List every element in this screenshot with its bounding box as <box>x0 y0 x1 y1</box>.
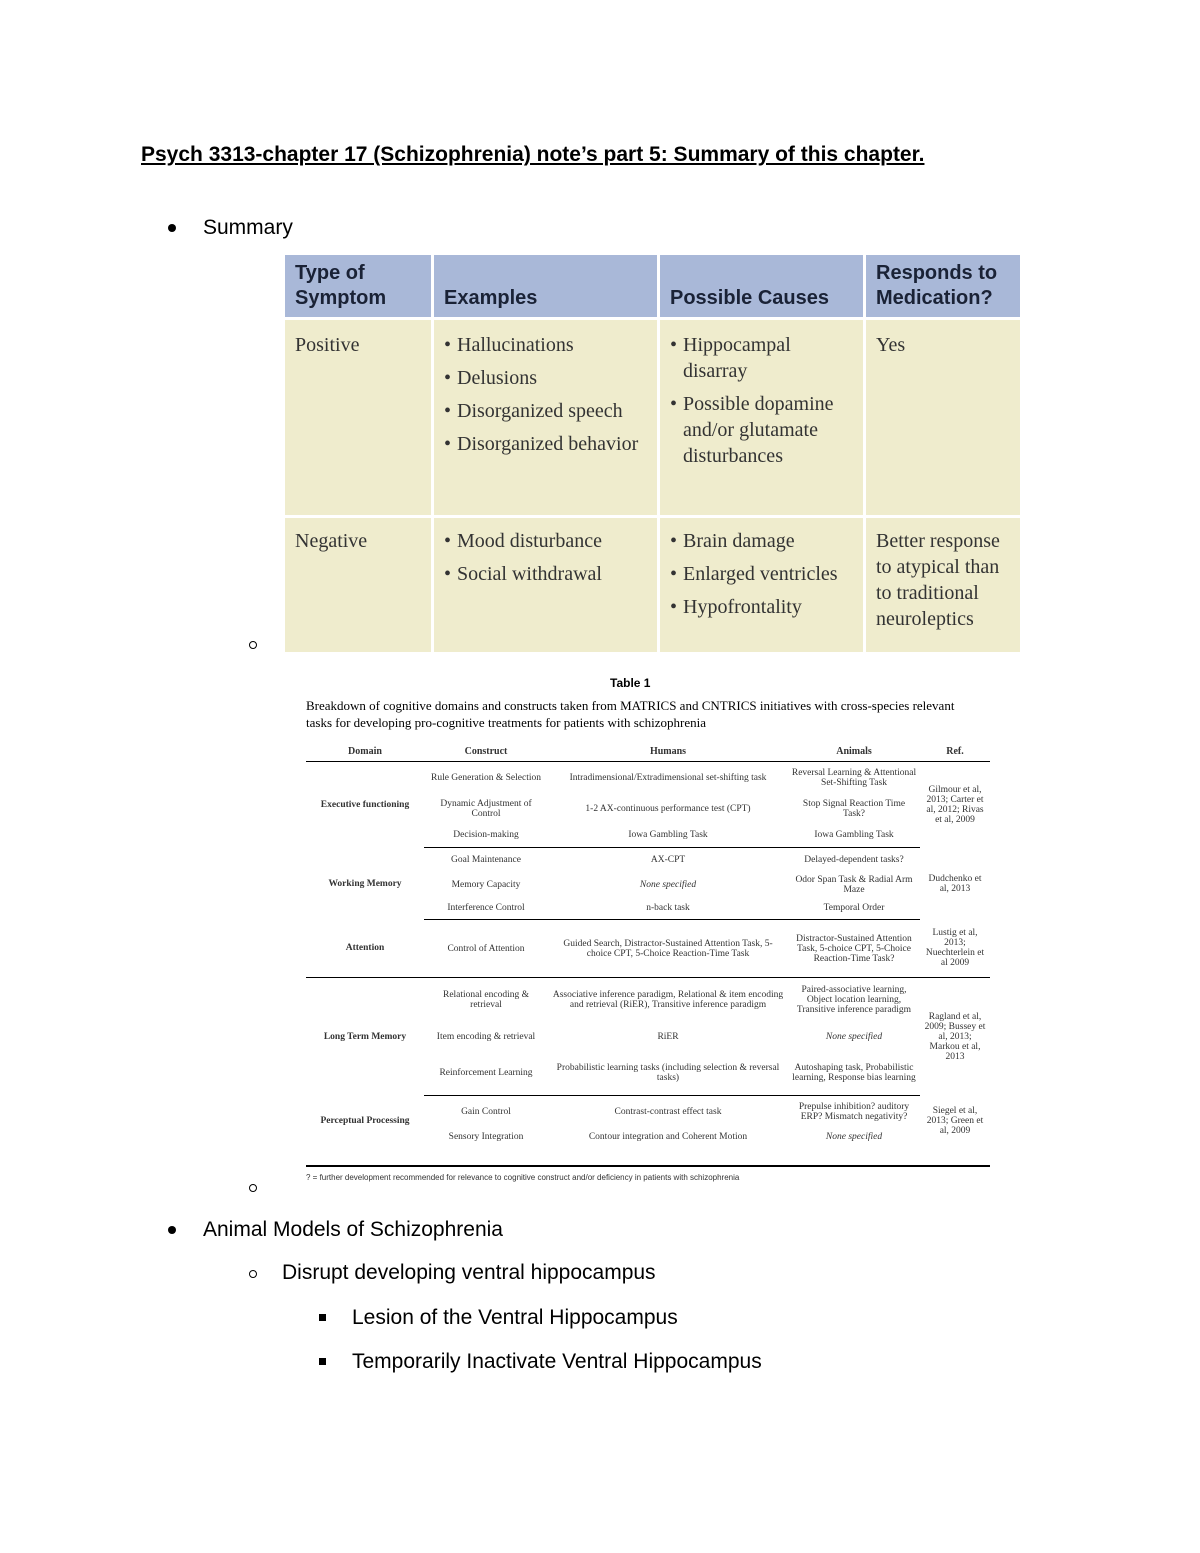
construct-cell: Dynamic Adjustment of Control <box>440 798 532 819</box>
domain-cell: Long Term Memory <box>323 1031 407 1042</box>
ref-cell: Lustig et al, 2013; Nuechterlein et al 2009 <box>920 920 990 978</box>
summary-table <box>282 255 1023 652</box>
ref-cell: Ragland et al, 2009; Bussey et al, 2013; Markou et al, 2013 <box>924 1011 986 1062</box>
animals-cell: Prepulse inhibition? auditory ERP? Mismatch negativity? <box>798 1101 910 1122</box>
t1-header-humans: Humans <box>548 744 788 762</box>
table-row <box>306 978 990 1022</box>
header-type-of-symptom: Type of Symptom <box>285 255 431 320</box>
header-responds-to-medication: Responds to Medication? <box>866 255 1020 320</box>
table-row <box>306 1096 990 1128</box>
animals-cell: Stop Signal Reaction Time Task? <box>802 798 906 819</box>
humans-cell: 1-2 AX-continuous performance test (CPT) <box>585 803 751 814</box>
bullet-square <box>319 1314 326 1321</box>
animals-cell: Reversal Learning & Attentional Set-Shifting Task <box>791 767 917 788</box>
table1-footnote: ? = further development recommended for relevance to cognitive construct and/or deficiency in patients with schizophrenia <box>306 1173 740 1182</box>
animal-models-item: Temporarily Inactivate Ventral Hippocampus <box>352 1350 762 1373</box>
ref-cell: Dudchenko et al, 2013 <box>928 873 982 894</box>
animals-cell: Temporal Order <box>788 898 920 920</box>
ref-cell: Gilmour et al, 2013; Carter et al, 2012; Rivas et al, 2009 <box>926 784 984 825</box>
humans-cell: n-back task <box>548 898 788 920</box>
bullet-square <box>319 1358 326 1365</box>
bullet-disc <box>168 1226 176 1234</box>
page-title: Psych 3313-chapter 17 (Schizophrenia) note’s part 5: Summary of this chapter. <box>141 143 925 166</box>
humans-cell: Intradimensional/Extradimensional set-shifting task <box>569 772 767 783</box>
domain-cell: Executive functioning <box>320 799 410 810</box>
animals-cell: None specified <box>825 1131 883 1142</box>
animals-cell: Odor Span Task & Radial Arm Maze <box>795 874 913 895</box>
t1-header-construct: Construct <box>424 744 548 762</box>
animals-cell: Autoshaping task, Probabilistic learning, Response bias learning <box>788 1052 920 1096</box>
bullet-circle <box>249 1184 257 1192</box>
construct-cell: Reinforcement Learning <box>424 1052 548 1096</box>
ref-cell: Siegel et al, 2013; Green et al, 2009 <box>926 1105 984 1136</box>
construct-cell: Relational encoding & retrieval <box>442 989 529 1010</box>
domain-cell: Working Memory <box>328 878 402 889</box>
t1-header-ref: Ref. <box>920 744 990 762</box>
humans-cell: Contrast-contrast effect task <box>614 1106 722 1117</box>
medication-cell: Yes <box>866 320 1020 518</box>
list-item: • Hypofrontality <box>670 594 853 620</box>
animals-cell: Delayed-dependent tasks? <box>804 854 904 865</box>
table-row <box>306 920 990 978</box>
table1-title: Table 1 <box>610 676 651 690</box>
construct-cell: Goal Maintenance <box>451 854 521 865</box>
list-item: • Delusions <box>444 365 647 391</box>
construct-cell: Item encoding & retrieval <box>436 1031 536 1042</box>
bullet-circle <box>249 1270 257 1278</box>
t1-header-domain: Domain <box>306 744 424 762</box>
symptom-type-cell: Negative <box>285 518 431 652</box>
animals-cell: Iowa Gambling Task <box>788 824 920 848</box>
animal-models-item: Lesion of the Ventral Hippocampus <box>352 1306 678 1329</box>
construct-cell: Control of Attention <box>424 920 548 978</box>
medication-cell: Better response to atypical than to traditional neuroleptics <box>866 518 1020 652</box>
bullet-disc <box>168 224 176 232</box>
causes-cell <box>660 518 863 652</box>
list-item: • Brain damage <box>670 528 853 554</box>
summary-label: Summary <box>203 216 293 239</box>
table-row <box>285 518 1020 652</box>
animal-models-heading: Animal Models of Schizophrenia <box>203 1218 503 1241</box>
table-row <box>306 762 990 794</box>
animals-cell: Paired-associative learning, Object location learning, Transitive inference paradigm <box>796 984 912 1015</box>
humans-cell: None specified <box>639 879 697 890</box>
list-item: • Possible dopamine and/or glutamate disturbances <box>670 391 853 469</box>
list-item: • Disorganized speech <box>444 398 647 424</box>
t1-header-animals: Animals <box>788 744 920 762</box>
humans-cell: Contour integration and Coherent Motion <box>588 1131 748 1142</box>
header-possible-causes: Possible Causes <box>660 255 863 320</box>
animals-cell: None specified <box>825 1031 883 1042</box>
causes-cell <box>660 320 863 518</box>
header-examples: Examples <box>434 255 657 320</box>
list-item: • Hallucinations <box>444 332 647 358</box>
construct-cell: Rule Generation & Selection <box>430 772 541 783</box>
humans-cell: RiER <box>657 1031 679 1042</box>
table1-bottom-rule <box>306 1165 990 1167</box>
domain-cell: Perceptual Processing <box>320 1115 410 1126</box>
cognitive-domains-table <box>306 744 990 1146</box>
humans-cell: AX-CPT <box>650 854 686 865</box>
table-row <box>306 848 990 872</box>
animal-models-sub: Disrupt developing ventral hippocampus <box>282 1261 656 1284</box>
humans-cell: Probabilistic learning tasks (including selection & reversal tasks) <box>548 1052 788 1096</box>
list-item: • Mood disturbance <box>444 528 647 554</box>
symptom-type-cell: Positive <box>285 320 431 518</box>
table1-caption: Breakdown of cognitive domains and constructs taken from MATRICS and CNTRICS initiatives with cross-species relevant tasks for developing pro-cognitive treatments for patients with schizophrenia <box>306 698 955 730</box>
domain-cell: Attention <box>306 920 424 978</box>
list-item: • Disorganized behavior <box>444 431 647 457</box>
examples-cell <box>434 518 657 652</box>
list-item: • Social withdrawal <box>444 561 647 587</box>
humans-cell: Iowa Gambling Task <box>548 824 788 848</box>
list-item: • Hippocampal disarray <box>670 332 853 384</box>
list-item: • Enlarged ventricles <box>670 561 853 587</box>
construct-cell: Gain Control <box>461 1106 511 1117</box>
table-row <box>285 320 1020 518</box>
construct-cell: Sensory Integration <box>448 1131 524 1142</box>
examples-cell <box>434 320 657 518</box>
humans-cell: Associative inference paradigm, Relational & item encoding and retrieval (RiER), Transitive inference paradigm <box>552 989 784 1010</box>
construct-cell: Interference Control <box>424 898 548 920</box>
construct-cell: Memory Capacity <box>451 879 521 890</box>
humans-cell: Guided Search, Distractor-Sustained Attention Task, 5-choice CPT, 5-Choice Reaction-Time Task <box>548 920 788 978</box>
bullet-circle <box>249 641 257 649</box>
construct-cell: Decision-making <box>424 824 548 848</box>
animals-cell: Distractor-Sustained Attention Task, 5-choice CPT, 5-Choice Reaction-Time Task? <box>788 920 920 978</box>
